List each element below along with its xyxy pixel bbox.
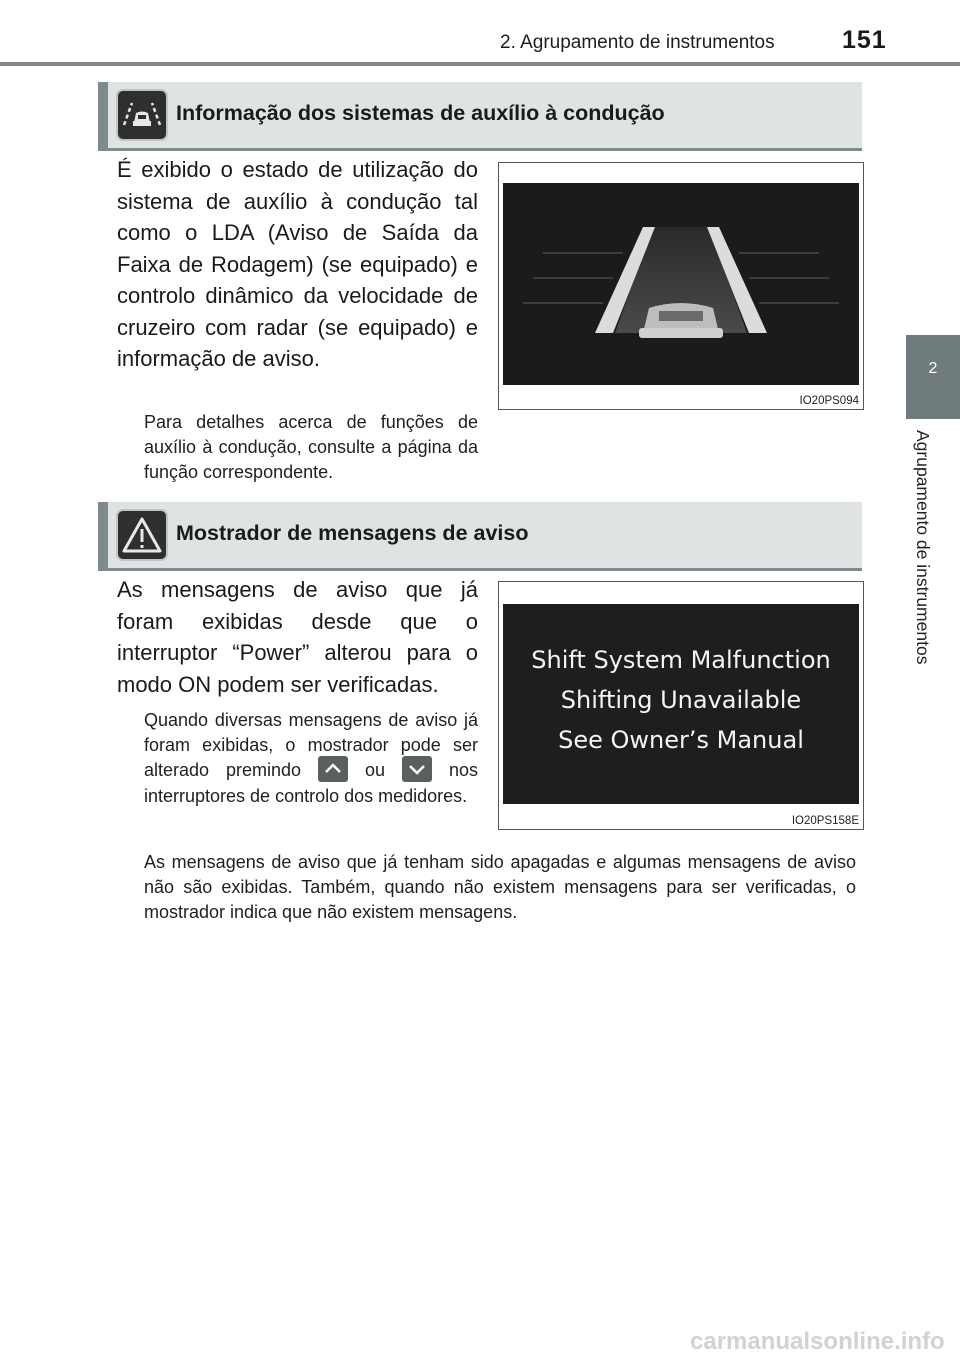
- section-edge: [98, 82, 108, 148]
- warning-message-figure: [498, 581, 864, 830]
- chapter-tab-label: Agrupamento de instrumentos: [913, 430, 933, 665]
- screen-line-1: Shift System Malfunction: [531, 646, 831, 674]
- warning-triangle-icon: [116, 509, 168, 561]
- lane-display-screen: [503, 183, 859, 385]
- section-header-driving-assist: [98, 82, 862, 151]
- header-rule: [0, 62, 960, 66]
- section-title: Mostrador de mensagens de aviso: [176, 521, 529, 545]
- section-title: Informação dos sistemas de auxílio à condução: [176, 101, 665, 125]
- chapter-tab-number: 2: [928, 360, 938, 377]
- note-text-or: ou: [364, 760, 386, 780]
- note-text-part2: nos interruptores de controlo dos medidores.: [144, 760, 478, 807]
- driving-assist-description: É exibido o estado de utilização do sistema de auxílio à condução tal como o LDA (Aviso de Saída da Faixa de Rodagem) (se equipado) e controlo dinâmico da velocidade de cruzeiro com radar (se equipado) e informação de aviso.: [117, 157, 478, 371]
- chevron-down-icon: [402, 756, 432, 782]
- section-header-warning-messages: [98, 502, 862, 571]
- warning-messages-description: As mensagens de aviso que já foram exibidas desde que o interruptor “Power” alterou para o modo ON podem ser verificadas.: [117, 577, 478, 697]
- warning-messages-note2: As mensagens de aviso que já tenham sido apagadas e algumas mensagens de aviso não são exibidas. Também, quando não existem mensagens para ser verificadas, o mostrador indica que não existem mensagens.: [144, 852, 856, 922]
- note-text-part1: Quando diversas mensagens de aviso já foram exibidas, o mostrador pode ser alterado premindo: [144, 710, 478, 780]
- driving-assist-note: Para detalhes acerca de funções de auxílio à condução, consulte a página da função correspondente.: [144, 412, 478, 482]
- section-edge: [98, 502, 108, 568]
- chapter-title: 2. Agrupamento de instrumentos: [500, 32, 775, 53]
- driving-assist-figure: [498, 162, 864, 410]
- watermark: carmanualsonline.info: [690, 1328, 945, 1355]
- screen-line-2: Shifting Unavailable: [560, 686, 802, 714]
- screen-line-3: See Owner’s Manual: [558, 726, 804, 754]
- chapter-tab-label-wrap: [912, 430, 938, 720]
- driving-assist-icon: [116, 89, 168, 141]
- figure-code: IO20PS158E: [791, 815, 859, 827]
- warning-messages-note: [144, 708, 478, 809]
- warning-message-screen: [503, 604, 859, 804]
- figure-code: IO20PS094: [799, 395, 859, 407]
- chevron-up-icon: [318, 756, 348, 782]
- page-number: 151: [842, 26, 887, 54]
